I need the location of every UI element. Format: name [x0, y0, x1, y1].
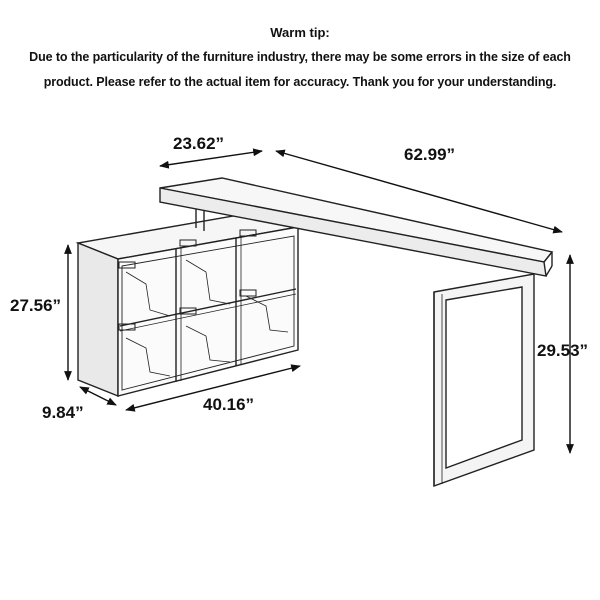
desk-depth-arrow: [160, 151, 262, 166]
warm-tip-title: Warm tip:: [270, 25, 330, 40]
label-desk-depth: 23.62”: [173, 134, 225, 153]
label-cabinet-length: 40.16”: [203, 395, 255, 414]
cabinet: [78, 211, 298, 396]
label-desk-length: 62.99”: [404, 145, 456, 164]
label-cabinet-depth: 9.84”: [42, 403, 84, 422]
warm-tip-text-line-2: product. Please refer to the actual item for accuracy. Thank you for your understanding.: [43, 75, 557, 89]
label-cabinet-height: 27.56”: [10, 296, 62, 315]
cabinet-side: [78, 243, 118, 396]
warm-tip-text-line-1: Due to the particularity of the furniture industry, there may be some errors in the size of each: [29, 50, 571, 64]
label-desk-height: 29.53”: [537, 341, 589, 360]
